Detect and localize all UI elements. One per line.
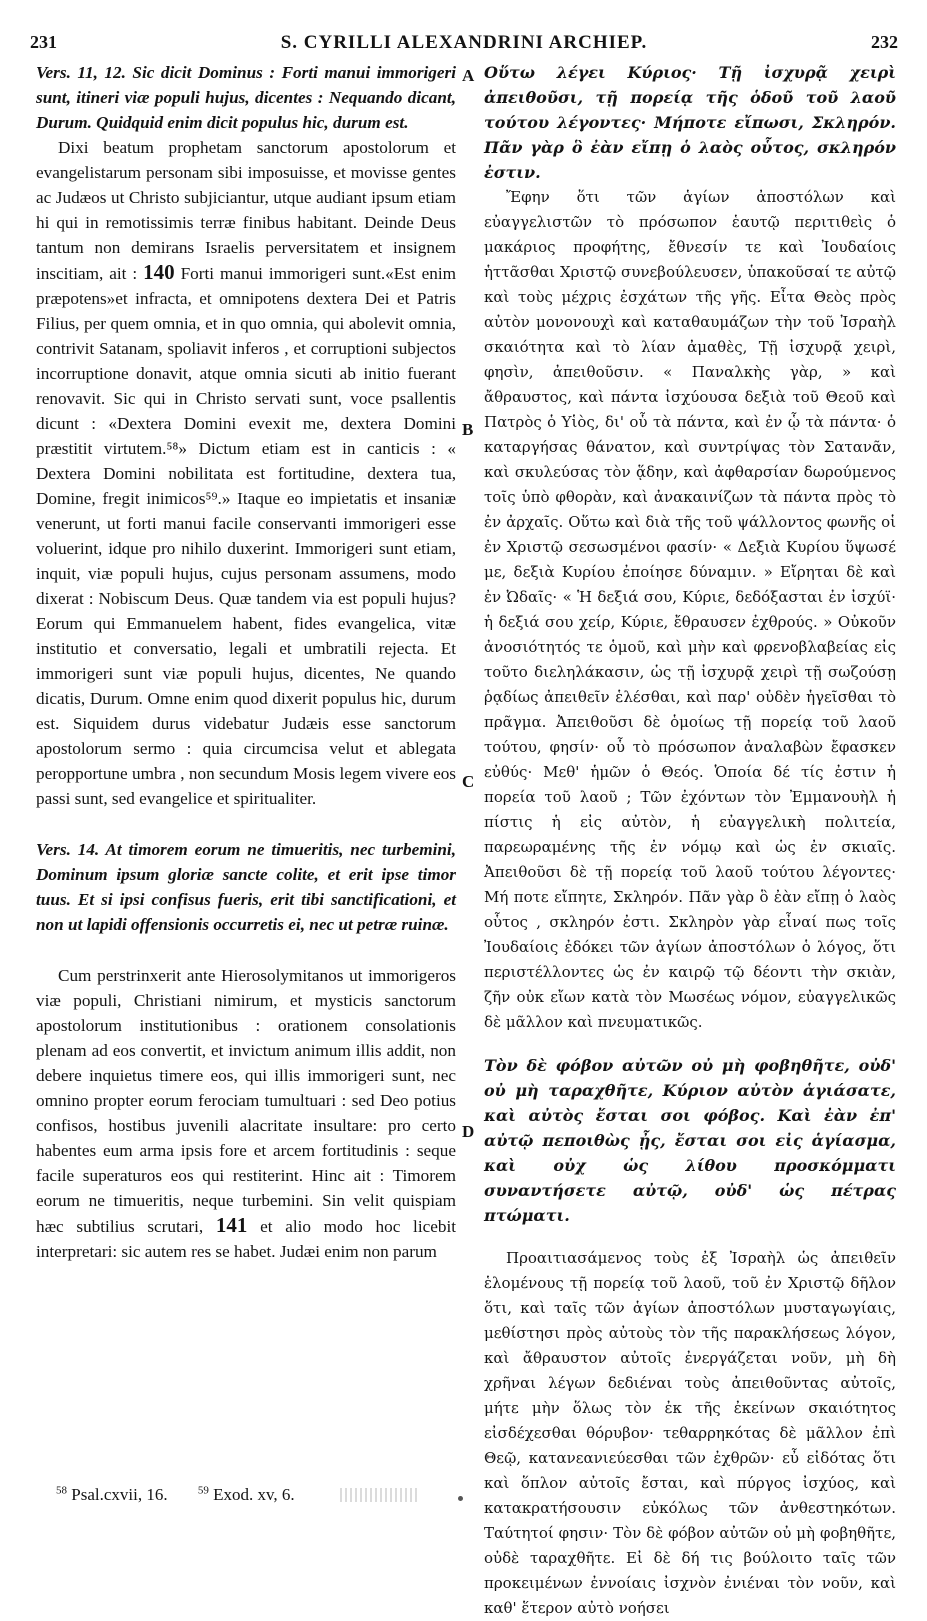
latin-p1-part-a: Dixi beatum prophetam sanctorum apostolorum et evangelistarum personam sibi imposuisse, et movisse gentes ac Judæos ut Christo subjiciantur, utque audiant ipsum etiam hi qui in remotissimis terræ finibus habitant. Deinde Deus tantum non demirans Israelis perversitatem et insignem inscitiam, ait : <box>36 138 456 283</box>
footnote-number: 59 <box>197 1484 209 1496</box>
spacer <box>36 811 456 837</box>
page-header <box>30 32 898 62</box>
footnote-text: Psal.cxvii, 16. <box>71 1484 168 1504</box>
latin-verse-14: Vers. 14. At timorem eorum ne timueritis, nec turbemini, Dominum ipsum gloriæ sancte colite, et erit ipse timor tuus. Et si ipsi confisus fueris, erit tibi sanctificationi, et non ut lapidi offensionis occurretis ei, nec ut petræ ruinæ. <box>36 840 456 934</box>
footnote-58 <box>56 1485 168 1504</box>
footnote-59 <box>198 1485 295 1504</box>
footnote-text: Exod. xv, 6. <box>213 1484 295 1504</box>
spacer <box>36 937 456 963</box>
section-marker-d: D <box>462 1122 475 1141</box>
greek-verse-14: Τὸν δὲ φόβον αὐτῶν οὐ μὴ φοβηθῆτε, οὐδ' οὐ μὴ ταραχθῆτε, Κύριον αὐτὸν ἁγιάσατε, καὶ αὐτὸς ἔσται σοι φόβος. Καὶ ἐὰν ἐπ' αὐτῷ πεποιθὼς ᾖς, ἔσται σοι εἰς ἁγίασμα, καὶ οὐχ ὡς λίθου προσκόμματι συναντήσετε αὐτῷ, οὐδ' ὡς πέτρας πτώματι. <box>484 1056 896 1225</box>
greek-paragraph-1: Ἔφην ὅτι τῶν ἁγίων ἀποστόλων καὶ εὐαγγελιστῶν τὸ πρόσωπον ἑαυτῷ περιτιθεὶς ὁ μακάριος προφήτης, ἔθνεσίν τε καὶ Ἰουδαίοις ἡττᾶσθαι Χριστῷ συνεβούλευσεν, ὑπακοῦσαί τε αὐτῷ καὶ τοὺς μέχρις ἐσχάτων τῆς γῆς. Εἶτα Θεὸς πρὸς αὐτὸν μονονουχὶ καὶ καταθαυμάζων τὴν τοῦ Ἰσραὴλ σκαιότητα καὶ τὸ λίαν ἀμαθὲς, Τῇ ἰσχυρᾷ χειρὶ, φησὶν, ἀπειθοῦσιν. « Παναλκὴς γὰρ, » καὶ ἄθραυστος, καὶ πάντα ἰσχύουσα δεξιὰ τοῦ Θεοῦ καὶ Πατρὸς ὁ Υἱὸς, δι' οὗ τὰ πάντα, καὶ ἐν ᾧ τὰ πάντα· ὁ καταργήσας θάνατον, καὶ συντρίψας τὸν Σατανᾶν, καὶ σκυλεύσας τὸν ᾅδην, καὶ ἀφθαρσίαν δωρούμενος τοῖς ὑπὸ φθορὰν, καὶ ἀνακαινίζων τὰ πάντα πρὸς τὸ ἐν ἀρχαῖς. Οὕτω καὶ διὰ τῆς τοῦ ψάλλοντος φωνῆς οἱ ἐν Χριστῷ σεσωσμένοι φασίν· « Δεξιὰ Κυρίου ὕψωσέ με, δεξιὰ Κυρίου ἐποίησε δύναμιν. » Εἴρηται δὲ καὶ ἐν Ὠδαῖς· « Ἡ δεξιά σου, Κύριε, δεδόξασται ἐν ἰσχύϊ· ἡ δεξιά σου χείρ, Κύριε, ἔθραυσεν ἐχθρούς. » Οὐκοῦν ἀνοσιότητός τε ὁμοῦ, καὶ μὴν καὶ φρενοβλαβείας εἰς τοῦτο διεληλάκασιν, ὡς τῇ ἰσχυρᾷ χειρὶ τῇ σωζούσῃ ῥᾳδίως ἀπειθεῖν ἑλέσθαι, καὶ παρ' οὐδὲν ἡγεῖσθαι τὸ πρᾶγμα. Ἀπειθοῦσι δὲ ὁμοίως τῇ πορείᾳ τοῦ λαοῦ τούτου, φησίν· οὗ τὸ πρόσωπον ἀναλαβὼν ἔφασκεν εὐθύς· Μεθ' ἡμῶν ὁ Θεός. Ὁποία δέ τίς ἐστιν ἡ πορεία τοῦ λαοῦ ; Τῶν ἐχόντων τὸν Ἐμμανουὴλ ἡ πίστις ἡ εἰς αὐτὸν, ἡ εὐαγγελικὴ πολιτεία, παρεωραμένης τῆς ἐν νόμῳ καὶ ὡς ἐν σκιαῖς. Ἀπειθοῦσι δὲ τῇ πορείᾳ τοῦ λαοῦ τούτου λέγοντες· Μή ποτε εἴπητε, Σκληρόν. Πᾶν γὰρ ὃ ἐὰν εἴπῃ ὁ λαὸς οὗτος , σκληρόν ἐστι. Σκληρὸν γὰρ εἶναί πως τοῖς Ἰουδαίοις ἐδόκει τῶν ἁγίων ἀποστόλων ὁ λόγος, ὅτι περιστέλλοντες ὡς ἐν καιρῷ τῷ δέοντι τὴν σκιὰν, ζῆν οὐκ εἴων κατὰ τὸν Μωσέως νόμον, εὐαγγελικῶς δὲ μᾶλλον καὶ πνευματικῶς. <box>484 188 896 1031</box>
ink-dot <box>458 1496 463 1501</box>
latin-paragraph-2 <box>36 963 456 1264</box>
latin-p2-part-b: et alio modo hoc licebit interpretari: sic autem res se habet. Judæi enim non parum <box>36 1217 456 1261</box>
latin-verse-11-12: Vers. 11, 12. Sic dicit Dominus : Forti manui immorigeri sunt, itineri viæ populi hujus, dicentes : Nequando dicant, Durum. Quidquid enim dicit populus hic, durum est. <box>36 63 456 132</box>
margin-page-number-140: 140 <box>143 260 175 284</box>
section-marker-a: A <box>462 66 475 85</box>
section-marker-b: B <box>462 420 474 439</box>
latin-paragraph-1 <box>36 135 456 811</box>
greek-column <box>484 60 896 1621</box>
latin-p1-part-b: Forti manui immorigeri sunt.«Est enim præpotens»et infracta, et omnipotens dextera Dei et Patris Filius, per quem omnia, et in quo omnia, qui abolevit omnia, contrivit Satanam, spoliavit inferos , et corruptioni subjectos incorruptione donavit, atque omnia sicuti ab initio fuerant renovavit. Sic qui in Christo servati sunt, voce psallentis dicunt : «Dextera Domini evexit me, dextera Domini præstitit virtutem.⁵⁸» Dictum etiam est in canticis : « Dextera Domini nobilitata est fortitudine, dextera tua, Domine, fregit inimicos⁵⁹.» Itaque eo impietatis et insaniæ venerunt, ut forti manui facile conservanti immorigeri esse voluerint, idque pro nihilo duxerint. Immorigeri sunt etiam, inquit, viæ populi hujus, cujus personam assumens, modo dixerat : Nobiscum Deus. Quæ tandem via est populi hujus? Eorum qui Emmanuelem habent, fides evangelica, vitæ institutio et conversatio, legali et umbratili rejecta. Et immorigeri sunt viæ populi hujus, dicentes, Ne quando dicatis, Durum. Omne enim quod dixerit populus hic, durum est. Siquidem durus videbatur Judæis esse sanctorum apostolorum sermo : quia circumcisa velut et ablegata peropportune umbra , non secundum Mosis legem vivere eos passi sunt, sed evangelice et spiritualiter. <box>36 264 457 808</box>
latin-p2-part-a: Cum perstrinxerit ante Hierosolymitanos ut immorigeros viæ populi, Christiani nimirum, et mysticis sanctorum apostolorum institutionibus : orationem consolationis plenam ad eos convertit, et invictum animum illis addit, non debere inquietus timere eos, qui illis immorigeri sunt, nec omnino propter eorum ferociam tumultuari : sed Deo potius confisos, hostibus juvenili alacritate insultare: pro certo habentes eum arma ipsis fore et arcem fortitudinis : seque facile superaturos eos qui restiterint. Hinc ait : Timorem eorum ne timueritis, neque turbemini. Sin velit quispiam hæc subtilius scrutari, <box>36 966 456 1236</box>
footnote-number: 58 <box>56 1484 67 1496</box>
greek-paragraph-2: Προαιτιασάμενος τοὺς ἐξ Ἰσραὴλ ὡς ἀπειθεῖν ἑλομένους τῇ πορείᾳ τοῦ λαοῦ, τοῦ ἐν Χριστῷ δῆλον ὅτι, καὶ ταῖς τῶν ἁγίων ἀποστόλων μυσταγωγίαις, μεθίστησι πρὸς αὐτοὺς τὸν τῆς παρακλήσεως λόγον, καὶ ἄθραυστον αὐτοῖς ἐνεργάζεται νοῦν, μὴ δὴ χρῆναι λέγων δεδιέναι τοὺς ἀπειθοῦντας αὐτοῖς, μήτε μὴν ὅλως τὸν ἐκ τῆς ἐκείνων σκαιότητος εἰσδέχεσθαι θόρυβον· τεθαρρηκότας δὲ μᾶλλον ἐπὶ Θεῷ, κατανεανιεύεσθαι τῶν ἐχθρῶν· εὖ εἰδότας ὅτι καὶ ὅπλον αὐτοῖς ἔσται, καὶ πύργος ἰσχύος, καὶ κατακρατήσουσιν εὐκόλως τῶν ἀνθεστηκότων. Ταύτητοί φησιν· Τὸν δὲ φόβον αὐτῶν οὐ μὴ φοβηθῆτε, οὐδὲ ταραχθῆτε. Εἰ δὲ δή τις βούλοιτο ταῖς τῶν προκειμένων ἐννοίαις ἰσχνὸν ἐνιέναι τὸν νοῦν, καὶ καθ' ἕτερον αὐτὸ νοήσει <box>484 1249 896 1617</box>
margin-page-number-141: 141 <box>215 1213 248 1237</box>
running-title: S. CYRILLI ALEXANDRINI ARCHIEP. <box>280 32 648 53</box>
footnotes <box>56 1484 321 1505</box>
greek-verse-11-12: Οὕτω λέγει Κύριος· Τῇ ἰσχυρᾷ χειρὶ ἀπειθοῦσι, τῇ πορείᾳ τῆς ὁδοῦ τοῦ λαοῦ τούτου λέγοντες· Μήποτε εἴπωσι, Σκληρόν. Πᾶν γὰρ ὃ ἐὰν εἴπῃ ὁ λαὸς οὗτος, σκληρόν ἐστιν. <box>484 63 896 182</box>
spacer <box>484 1228 896 1246</box>
left-page-number: 231 <box>30 32 57 52</box>
section-marker-c: C <box>462 772 475 791</box>
right-page-number: 232 <box>871 32 898 52</box>
spacer <box>484 1035 896 1053</box>
latin-column <box>36 60 456 1264</box>
scan-smudge <box>340 1488 420 1502</box>
